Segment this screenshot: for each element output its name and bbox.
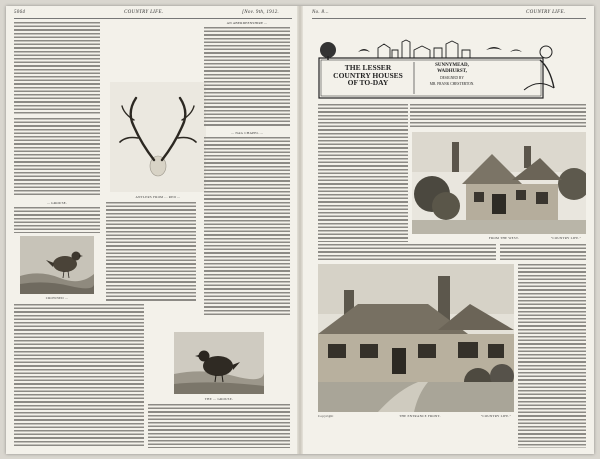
column-heading: AN ABERDEENSHIRE ... xyxy=(226,21,268,25)
photo-caption: THE ... GROUSE. xyxy=(204,397,234,401)
text-column xyxy=(14,118,100,196)
banner-title-line: THE LESSER xyxy=(344,63,392,72)
text-column xyxy=(204,137,290,317)
house-entrance-photo xyxy=(318,264,514,412)
grouse-photo xyxy=(20,236,94,294)
text-column xyxy=(410,104,586,128)
text-column xyxy=(518,264,586,448)
text-column xyxy=(318,104,408,242)
house-west-photo xyxy=(412,132,586,234)
photo-caption: FROM THE WEST. xyxy=(488,236,520,240)
house-location: WADHURST, xyxy=(437,69,467,74)
photo-caption: THE ENTRANCE FRONT. xyxy=(399,414,441,418)
banner-title-line: OF TO-DAY xyxy=(347,78,389,87)
photo-caption: CROWNED ... xyxy=(45,296,69,300)
page-number-right: No. 8... xyxy=(312,10,329,15)
antler-photo xyxy=(110,82,206,192)
banner-title-line: COUNTRY HOUSES xyxy=(333,70,403,80)
issue-date-left: [Nov. 9th, 1912. xyxy=(242,10,280,15)
banner-title xyxy=(324,64,412,87)
page-number-left: 5064 xyxy=(14,10,26,15)
header-rule xyxy=(312,18,586,19)
running-title-right: COUNTRY LIFE. xyxy=(526,10,566,15)
section-heading-right: ... NAG CHAPEL ... xyxy=(231,131,263,135)
section-heading: ... GROUSE. xyxy=(46,201,67,205)
ptarmigan-photo xyxy=(174,332,264,394)
text-column xyxy=(14,304,144,448)
header-rule xyxy=(14,18,292,19)
house-name: SUNNYMEAD, xyxy=(435,63,469,68)
text-column xyxy=(204,27,290,127)
photo-credit: "COUNTRY LIFE." xyxy=(550,236,582,240)
banner-subtitle xyxy=(416,63,488,87)
running-title-left: COUNTRY LIFE. xyxy=(124,10,164,15)
photo-copyright: Copyright xyxy=(318,414,334,418)
magazine-spread xyxy=(6,6,594,454)
text-column xyxy=(14,22,100,114)
designer-label: DESIGNED BY xyxy=(440,76,464,80)
left-page xyxy=(6,6,300,454)
photo-credit: "COUNTRY LIFE." xyxy=(480,414,512,418)
text-column xyxy=(14,207,100,233)
text-column xyxy=(318,244,496,262)
designer-name: MR. FRANK CHESTERTON. xyxy=(429,82,475,86)
text-column xyxy=(106,202,196,302)
text-column xyxy=(500,244,586,262)
photo-caption: ANTLERS FROM ... RED ... xyxy=(135,195,181,199)
house-series-banner xyxy=(318,38,556,96)
text-column xyxy=(148,404,290,448)
